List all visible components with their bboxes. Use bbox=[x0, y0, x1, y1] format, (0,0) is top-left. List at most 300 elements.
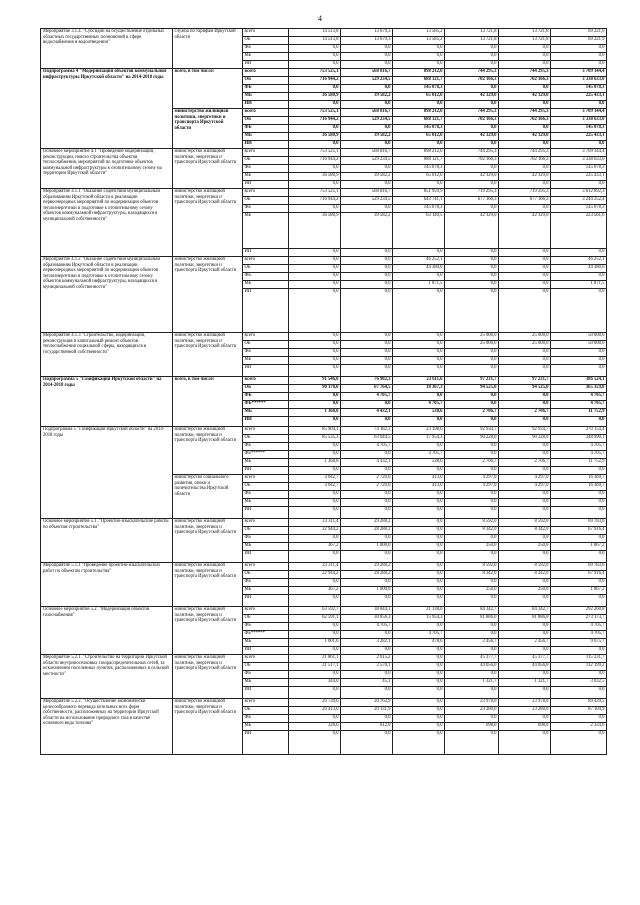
funding-source: МБ bbox=[243, 679, 289, 687]
amount-cell: 0,0 bbox=[499, 61, 551, 69]
amount-cell: 4 705,7 bbox=[551, 401, 607, 409]
funding-source: ФБ bbox=[243, 349, 289, 357]
funding-source: МБ bbox=[243, 459, 289, 467]
amount-cell: 0,0 bbox=[445, 401, 499, 409]
funding-source: ФБ bbox=[243, 165, 289, 173]
amount-cell: 0,0 bbox=[551, 141, 607, 149]
amount-cell: 753 525,1 bbox=[289, 189, 341, 197]
amount-cell: 8 592,0 bbox=[445, 519, 499, 527]
amount-cell: 0,0 bbox=[551, 595, 607, 607]
table-row bbox=[41, 257, 607, 265]
amount-cell: 13 585,2 bbox=[393, 29, 445, 37]
amount-cell: 36 580,9 bbox=[289, 213, 341, 249]
amount-cell: 0,0 bbox=[289, 141, 341, 149]
amount-cell: 94 525,0 bbox=[499, 385, 551, 393]
amount-cell: 0,0 bbox=[445, 249, 499, 257]
amount-cell: 529 234,5 bbox=[341, 117, 393, 125]
amount-cell: 0,0 bbox=[289, 731, 341, 755]
funding-source: ФБ bbox=[243, 45, 289, 53]
amount-cell: 30 856,3 bbox=[341, 615, 393, 623]
amount-cell: 0,0 bbox=[289, 551, 341, 563]
amount-cell: 0,0 bbox=[393, 595, 445, 607]
amount-cell: 62 591,1 bbox=[289, 615, 341, 623]
amount-cell: 0,0 bbox=[445, 265, 499, 273]
amount-cell: 0,0 bbox=[499, 101, 551, 109]
funding-source: ОБ bbox=[243, 157, 289, 165]
amount-cell: 702 166,3 bbox=[445, 77, 499, 85]
amount-cell: 2 615,2 bbox=[341, 655, 393, 663]
amount-cell: 0,0 bbox=[445, 535, 499, 543]
amount-cell: 36 580,9 bbox=[289, 93, 341, 101]
amount-cell: 0,0 bbox=[341, 101, 393, 109]
amount-cell: 4 297,0 bbox=[499, 483, 551, 491]
amount-cell: 4 432,1 bbox=[341, 459, 393, 467]
amount-cell: 0,0 bbox=[341, 647, 393, 655]
funding-source: МБ bbox=[243, 93, 289, 101]
funding-source: ОБ bbox=[243, 527, 289, 535]
funding-source: МБ bbox=[243, 723, 289, 731]
amount-cell: 44 056,0 bbox=[499, 663, 551, 671]
amount-cell: 39 582,2 bbox=[341, 173, 393, 181]
amount-cell: 0,0 bbox=[289, 341, 341, 349]
amount-cell: 0,0 bbox=[499, 53, 551, 61]
amount-cell: 0,0 bbox=[393, 289, 445, 333]
funding-source: ОБ bbox=[243, 341, 289, 349]
funding-source: МБ bbox=[243, 587, 289, 595]
funding-source: всего bbox=[243, 149, 289, 157]
amount-cell: 344,0 bbox=[289, 679, 341, 687]
amount-cell: 13 721,8 bbox=[499, 37, 551, 45]
amount-cell: 0,0 bbox=[551, 53, 607, 61]
amount-cell: 90 228,0 bbox=[499, 435, 551, 443]
measure-name: Мероприятие 5.1.1 "Проведение проектно-изыскательских работ по объектам строительства" bbox=[41, 563, 173, 607]
amount-cell: 0,0 bbox=[499, 631, 551, 639]
amount-cell: 4 705,7 bbox=[393, 401, 445, 409]
amount-cell: 0,0 bbox=[551, 731, 607, 755]
amount-cell: 2 706,7 bbox=[445, 409, 499, 417]
funding-source: всего bbox=[243, 69, 289, 77]
amount-cell: 21 138,6 bbox=[393, 607, 445, 615]
amount-cell: 0,0 bbox=[289, 333, 341, 341]
amount-cell: 13 679,3 bbox=[341, 29, 393, 37]
amount-cell: 0,0 bbox=[393, 393, 445, 401]
amount-cell: 50 000,0 bbox=[551, 341, 607, 349]
funding-source: ФБ bbox=[243, 579, 289, 587]
amount-cell: 0,0 bbox=[499, 731, 551, 755]
amount-cell: 28 288,2 bbox=[341, 571, 393, 579]
amount-cell: 0,0 bbox=[289, 671, 341, 679]
amount-cell: 753 525,1 bbox=[289, 149, 341, 157]
amount-cell: 0,0 bbox=[393, 731, 445, 755]
amount-cell: 4 705,7 bbox=[551, 451, 607, 459]
amount-cell: 702 166,3 bbox=[499, 77, 551, 85]
amount-cell: 0,0 bbox=[551, 417, 607, 427]
measure-name: Мероприятие 4.1.3 "Строительство, модернизация, реконструкция и капитальный ремонт объектов теплоснабжения социальной сферы, находящихся в государственной собственности" bbox=[41, 333, 173, 377]
amount-cell: 0,0 bbox=[341, 61, 393, 69]
amount-cell: 0,0 bbox=[551, 249, 607, 257]
amount-cell: 0,0 bbox=[551, 535, 607, 543]
amount-cell: 0,0 bbox=[393, 365, 445, 377]
amount-cell: 0,0 bbox=[499, 257, 551, 265]
measure-name: Подпрограмма 4 "Модернизация объектов коммунальной инфраструктуры Иркутской области" на 2014-2018 годы bbox=[41, 69, 173, 149]
amount-cell: 0,0 bbox=[341, 265, 393, 273]
amount-cell: 0,0 bbox=[551, 491, 607, 499]
funding-source: МБ bbox=[243, 281, 289, 289]
amount-cell: 36 580,9 bbox=[289, 173, 341, 181]
funding-source: ОБ bbox=[243, 117, 289, 125]
amount-cell: 0,0 bbox=[289, 507, 341, 519]
amount-cell: 3 282,1 bbox=[341, 639, 393, 647]
amount-cell: 28 288,2 bbox=[341, 527, 393, 535]
amount-cell: 25 000,0 bbox=[445, 333, 499, 341]
amount-cell: 0,0 bbox=[551, 273, 607, 281]
amount-cell: 23 198,6 bbox=[393, 427, 445, 435]
table-row bbox=[41, 427, 607, 435]
executor-name: всего, в том числе: bbox=[173, 69, 243, 109]
amount-cell: 0,0 bbox=[393, 527, 445, 535]
funding-source: ИИ bbox=[243, 551, 289, 563]
amount-cell: 0,0 bbox=[499, 579, 551, 587]
amount-cell: 568 816,7 bbox=[341, 149, 393, 157]
measure-name: Основное мероприятие 5.1. "Проектно-изыскательские работы по объектам строительства" bbox=[41, 519, 173, 563]
amount-cell: 677 166,3 bbox=[499, 197, 551, 205]
amount-cell: 0,0 bbox=[445, 257, 499, 265]
amount-cell: 0,0 bbox=[393, 357, 445, 365]
amount-cell: 74 182,3 bbox=[341, 427, 393, 435]
amount-cell: 0,0 bbox=[551, 45, 607, 53]
funding-source: всего bbox=[243, 655, 289, 663]
amount-cell: 0,0 bbox=[445, 393, 499, 401]
measure-name: Основное мероприятие 5.2. "Модернизация объектов газоснабжения" bbox=[41, 607, 173, 655]
amount-cell: 0,0 bbox=[393, 623, 445, 631]
amount-cell: 0,0 bbox=[445, 417, 499, 427]
funding-source: МБ bbox=[243, 357, 289, 365]
amount-cell: 0,0 bbox=[551, 507, 607, 519]
amount-cell: 413,0 bbox=[393, 483, 445, 491]
amount-cell: 0,0 bbox=[341, 401, 393, 409]
table-row bbox=[41, 607, 607, 615]
amount-cell: 2 570,1 bbox=[341, 663, 393, 671]
amount-cell: 44 056,0 bbox=[445, 663, 499, 671]
amount-cell: 21 861,1 bbox=[289, 655, 341, 663]
amount-cell: 348 990,1 bbox=[551, 435, 607, 443]
amount-cell: 8 592,0 bbox=[499, 563, 551, 571]
amount-cell: 4 432,1 bbox=[341, 409, 393, 417]
amount-cell: 0,0 bbox=[499, 273, 551, 281]
funding-source: ФБ bbox=[243, 205, 289, 213]
measure-name: Мероприятие 4.1.2 "Оказание содействия муниципальным образованиям Иркутской области в реализации первоочередных мероприятий по модернизации объектов теплоэнергетики и подготовке к отопительному сезону объектов коммунальной инфраструктуры, находящихся в муниципальной собственности" bbox=[41, 257, 173, 333]
amount-cell: 0,0 bbox=[445, 499, 499, 507]
measure-name: Мероприятие 4.1.1 "Оказание содействия муниципальным образованиям Иркутской области в реализации первоочередных мероприятий по модернизации объектов теплоэнергетики и подготовке к отопительному сезону объектов коммунальной инфраструктуры, находящихся в муниципальной собственности" bbox=[41, 189, 173, 257]
amount-cell: 0,0 bbox=[289, 273, 341, 281]
amount-cell: 0,0 bbox=[445, 85, 499, 93]
funding-source: ИИ bbox=[243, 595, 289, 607]
funding-source: МБ bbox=[243, 409, 289, 417]
executor-name: министерство жилищной политики, энергетики и транспорта Иркутской области bbox=[173, 257, 243, 333]
amount-cell: 81 886,0 bbox=[445, 615, 499, 623]
amount-cell: 0,0 bbox=[551, 289, 607, 333]
table-row bbox=[41, 189, 607, 197]
amount-cell: 42 129,0 bbox=[445, 133, 499, 141]
amount-cell: 0,0 bbox=[289, 467, 341, 475]
executor-name: министерство жилищной политики, энергетики и транспорта Иркутской области bbox=[173, 699, 243, 755]
amount-cell: 39 582,2 bbox=[341, 133, 393, 141]
amount-cell: 0,0 bbox=[499, 535, 551, 543]
amount-cell: 643 741,1 bbox=[393, 197, 445, 205]
amount-cell: 0,0 bbox=[289, 451, 341, 459]
amount-cell: 0,0 bbox=[393, 655, 445, 663]
funding-source: МБ bbox=[243, 133, 289, 141]
funding-source: всего bbox=[243, 563, 289, 571]
amount-cell: 0,0 bbox=[289, 281, 341, 289]
amount-cell: 0,0 bbox=[289, 687, 341, 699]
funding-source: ОБ bbox=[243, 615, 289, 623]
amount-cell: 568 816,7 bbox=[341, 189, 393, 197]
amount-cell: 367,2 bbox=[289, 543, 341, 551]
amount-cell: 0,0 bbox=[445, 631, 499, 639]
amount-cell: 0,0 bbox=[393, 349, 445, 357]
amount-cell: 292 260,8 bbox=[551, 607, 607, 615]
amount-cell: 92 934,7 bbox=[499, 427, 551, 435]
amount-cell: 0,0 bbox=[341, 53, 393, 61]
funding-source: ФБ bbox=[243, 443, 289, 451]
amount-cell: 9 675,7 bbox=[551, 639, 607, 647]
amount-cell: 0,0 bbox=[341, 141, 393, 149]
amount-cell: 0,0 bbox=[393, 45, 445, 53]
amount-cell: 0,0 bbox=[445, 623, 499, 631]
funding-source: ФБ bbox=[243, 715, 289, 723]
amount-cell: 250,0 bbox=[499, 587, 551, 595]
amount-cell: 4 705,7 bbox=[341, 623, 393, 631]
amount-cell: 716 944,2 bbox=[289, 157, 341, 165]
amount-cell: 0,0 bbox=[551, 551, 607, 563]
funding-source: всего bbox=[243, 607, 289, 615]
amount-cell: 0,0 bbox=[499, 687, 551, 699]
amount-cell: 568 816,7 bbox=[341, 109, 393, 117]
executor-name: министерство социального развития, опеки и попечительства Иркутской области bbox=[173, 475, 243, 519]
amount-cell: 0,0 bbox=[393, 551, 445, 563]
amount-cell: 0,0 bbox=[499, 181, 551, 189]
amount-cell: 0,0 bbox=[341, 451, 393, 459]
amount-cell: 386 524,1 bbox=[551, 377, 607, 385]
amount-cell: 39 582,2 bbox=[341, 93, 393, 101]
amount-cell: 42 129,0 bbox=[499, 133, 551, 141]
amount-cell: 0,0 bbox=[393, 587, 445, 595]
amount-cell: 145 078,3 bbox=[551, 165, 607, 173]
table-row bbox=[41, 333, 607, 341]
amount-cell: 716 944,2 bbox=[289, 197, 341, 205]
amount-cell: 69 221,9 bbox=[551, 29, 607, 37]
executor-name: министерство жилищной политики, энергетики и транспорта Иркутской области bbox=[173, 189, 243, 257]
amount-cell: 0,0 bbox=[445, 349, 499, 357]
amount-cell: 0,0 bbox=[393, 61, 445, 69]
executor-name: министерство жилищной политики, энергетики и транспорта Иркутской области bbox=[173, 333, 243, 377]
amount-cell: 0,0 bbox=[341, 715, 393, 723]
amount-cell: 0,0 bbox=[289, 349, 341, 357]
funding-source: ФБ bbox=[243, 535, 289, 543]
amount-cell: 0,0 bbox=[499, 281, 551, 289]
amount-cell: 23 280,0 bbox=[445, 707, 499, 715]
executor-name: всего, в том числе: bbox=[173, 377, 243, 427]
amount-cell: 0,0 bbox=[551, 467, 607, 475]
amount-cell: 0,0 bbox=[499, 401, 551, 409]
amount-cell: 898 212,0 bbox=[393, 69, 445, 77]
amount-cell: 0,0 bbox=[445, 491, 499, 499]
amount-cell: 0,0 bbox=[341, 165, 393, 173]
amount-cell: 0,0 bbox=[551, 61, 607, 69]
amount-cell: 89 439,5 bbox=[551, 699, 607, 707]
page-number: 4 bbox=[318, 14, 322, 23]
amount-cell: 4 705,7 bbox=[551, 443, 607, 451]
amount-cell: 0,0 bbox=[499, 165, 551, 173]
amount-cell: 3 338 633,0 bbox=[551, 157, 607, 165]
amount-cell: 0,0 bbox=[341, 595, 393, 607]
amount-cell: 65 012,0 bbox=[393, 173, 445, 181]
amount-cell: 0,0 bbox=[445, 451, 499, 459]
amount-cell: 0,0 bbox=[393, 535, 445, 543]
amount-cell: 50 000,0 bbox=[551, 333, 607, 341]
executor-name: министерство жилищной политики, энергетики и транспорта Иркутской области bbox=[173, 655, 243, 699]
amount-cell: 1 867,2 bbox=[551, 587, 607, 595]
amount-cell: 0,0 bbox=[341, 535, 393, 543]
funding-source: ФБ bbox=[243, 273, 289, 281]
amount-cell: 2 706,7 bbox=[499, 409, 551, 417]
amount-cell: 225 433,1 bbox=[551, 133, 607, 141]
amount-cell: 4 642,7 bbox=[289, 475, 341, 483]
executor-name: министерство жилищной политики, энергетики и транспорта Иркутской области bbox=[173, 427, 243, 475]
amount-cell: 81 886,0 bbox=[499, 615, 551, 623]
amount-cell: 0,0 bbox=[551, 579, 607, 587]
amount-cell: 84 342,7 bbox=[445, 607, 499, 615]
amount-cell: 42 129,0 bbox=[445, 93, 499, 101]
amount-cell: 0,0 bbox=[289, 401, 341, 409]
amount-cell: 8 592,0 bbox=[499, 519, 551, 527]
amount-cell: 67 916,4 bbox=[551, 527, 607, 535]
amount-cell: 145 078,3 bbox=[393, 125, 445, 133]
funding-source: МБ bbox=[243, 639, 289, 647]
amount-cell: 1 871,5 bbox=[393, 281, 445, 289]
executor-name: министерство жилищной политики, энергетики и транспорта Иркутской области bbox=[173, 607, 243, 655]
amount-cell: 4 297,0 bbox=[445, 483, 499, 491]
amount-cell: 0,0 bbox=[289, 417, 341, 427]
amount-cell: 69 221,9 bbox=[551, 37, 607, 45]
amount-cell: 92 934,7 bbox=[445, 427, 499, 435]
amount-cell: 367,2 bbox=[289, 587, 341, 595]
amount-cell: 90 228,0 bbox=[445, 435, 499, 443]
amount-cell: 29 288,2 bbox=[341, 563, 393, 571]
table-row bbox=[41, 377, 607, 385]
funding-source: ФБ****** bbox=[243, 631, 289, 639]
funding-source: ИИ bbox=[243, 61, 289, 69]
amount-cell: 76 902,3 bbox=[341, 377, 393, 385]
amount-cell: 44 380,6 bbox=[551, 265, 607, 273]
funding-source: ФБ bbox=[243, 491, 289, 499]
amount-cell: 23 978,0 bbox=[499, 699, 551, 707]
amount-cell: 65 012,0 bbox=[393, 93, 445, 101]
amount-cell: 13 585,2 bbox=[393, 37, 445, 45]
funding-source: ИИ bbox=[243, 687, 289, 699]
table-row bbox=[41, 699, 607, 707]
amount-cell: 25 000,0 bbox=[445, 341, 499, 349]
amount-cell: 0,0 bbox=[341, 507, 393, 519]
amount-cell: 0,0 bbox=[289, 125, 341, 133]
amount-cell: 0,0 bbox=[289, 443, 341, 451]
amount-cell: 46 252,1 bbox=[551, 257, 607, 265]
amount-cell: 45 377,7 bbox=[499, 655, 551, 663]
amount-cell: 4 297,0 bbox=[499, 475, 551, 483]
funding-source: ИИ bbox=[243, 289, 289, 333]
funding-source: ОБ bbox=[243, 77, 289, 85]
amount-cell: 0,0 bbox=[289, 289, 341, 333]
amount-cell: 0,0 bbox=[393, 101, 445, 109]
measure-name: Мероприятие 5.2.2. "Осуществление экономически целесообразного перевода котельных всех форм собственности, расположенных на территории Иркутской области на использование природного газа в качестве основного вида топлива" bbox=[41, 699, 173, 755]
amount-cell: 115 231,7 bbox=[551, 655, 607, 663]
amount-cell: 0,0 bbox=[499, 357, 551, 365]
amount-cell: 688 121,7 bbox=[393, 117, 445, 125]
amount-cell: 20 763,9 bbox=[341, 699, 393, 707]
amount-cell: 20 413,0 bbox=[289, 707, 341, 715]
amount-cell: 0,0 bbox=[341, 333, 393, 341]
amount-cell: 0,0 bbox=[393, 333, 445, 341]
amount-cell: 3 244 252,4 bbox=[551, 197, 607, 205]
amount-cell: 0,0 bbox=[445, 273, 499, 281]
executor-name: министерство жилищной политики, энергетики и транспорта Иркутской области bbox=[173, 149, 243, 189]
amount-cell: 29 288,2 bbox=[341, 519, 393, 527]
amount-cell: 0,0 bbox=[393, 249, 445, 257]
amount-cell: 898 212,0 bbox=[393, 149, 445, 157]
amount-cell: 0,0 bbox=[445, 595, 499, 607]
amount-cell: 0,0 bbox=[551, 671, 607, 679]
amount-cell: 0,0 bbox=[445, 165, 499, 173]
amount-cell: 0,0 bbox=[445, 467, 499, 475]
table-row bbox=[41, 69, 607, 77]
amount-cell: 0,0 bbox=[445, 671, 499, 679]
amount-cell: 11 752,9 bbox=[551, 409, 607, 417]
amount-cell: 42 129,0 bbox=[499, 213, 551, 249]
amount-cell: 8 342,0 bbox=[445, 527, 499, 535]
funding-source: всего bbox=[243, 257, 289, 265]
amount-cell: 0,0 bbox=[289, 257, 341, 265]
amount-cell: 67 764,5 bbox=[341, 385, 393, 393]
amount-cell: 0,0 bbox=[499, 85, 551, 93]
amount-cell: 326,6 bbox=[289, 723, 341, 731]
amount-cell: 0,0 bbox=[341, 671, 393, 679]
measure-name: Мероприятие 3.1.4. "Субсидии на осуществление отдельных областных государственных полномочий в сфере водоснабжения и водоотведения" bbox=[41, 29, 173, 69]
amount-cell: 0,0 bbox=[341, 289, 393, 333]
amount-cell: 538,6 bbox=[393, 459, 445, 467]
amount-cell: 0,0 bbox=[289, 53, 341, 61]
amount-cell: 0,0 bbox=[445, 365, 499, 377]
amount-cell: 702 166,3 bbox=[445, 117, 499, 125]
amount-cell: 702 166,3 bbox=[499, 157, 551, 165]
amount-cell: 8 342,0 bbox=[499, 527, 551, 535]
amount-cell: 145 078,3 bbox=[551, 205, 607, 213]
funding-source: ИИ bbox=[243, 141, 289, 149]
amount-cell: 0,0 bbox=[289, 85, 341, 93]
amount-cell: 0,0 bbox=[289, 265, 341, 273]
amount-cell: 0,0 bbox=[393, 563, 445, 571]
amount-cell: 0,0 bbox=[445, 579, 499, 587]
amount-cell: 3 709 144,4 bbox=[551, 69, 607, 77]
funding-source: ОБ bbox=[243, 435, 289, 443]
amount-cell: 44 380,6 bbox=[393, 265, 445, 273]
amount-cell: 0,0 bbox=[551, 101, 607, 109]
amount-cell: 4 705,7 bbox=[551, 393, 607, 401]
amount-cell: 413,0 bbox=[393, 475, 445, 483]
amount-cell: 0,0 bbox=[499, 507, 551, 519]
amount-cell: 0,0 bbox=[289, 595, 341, 607]
funding-source: МБ bbox=[243, 499, 289, 507]
